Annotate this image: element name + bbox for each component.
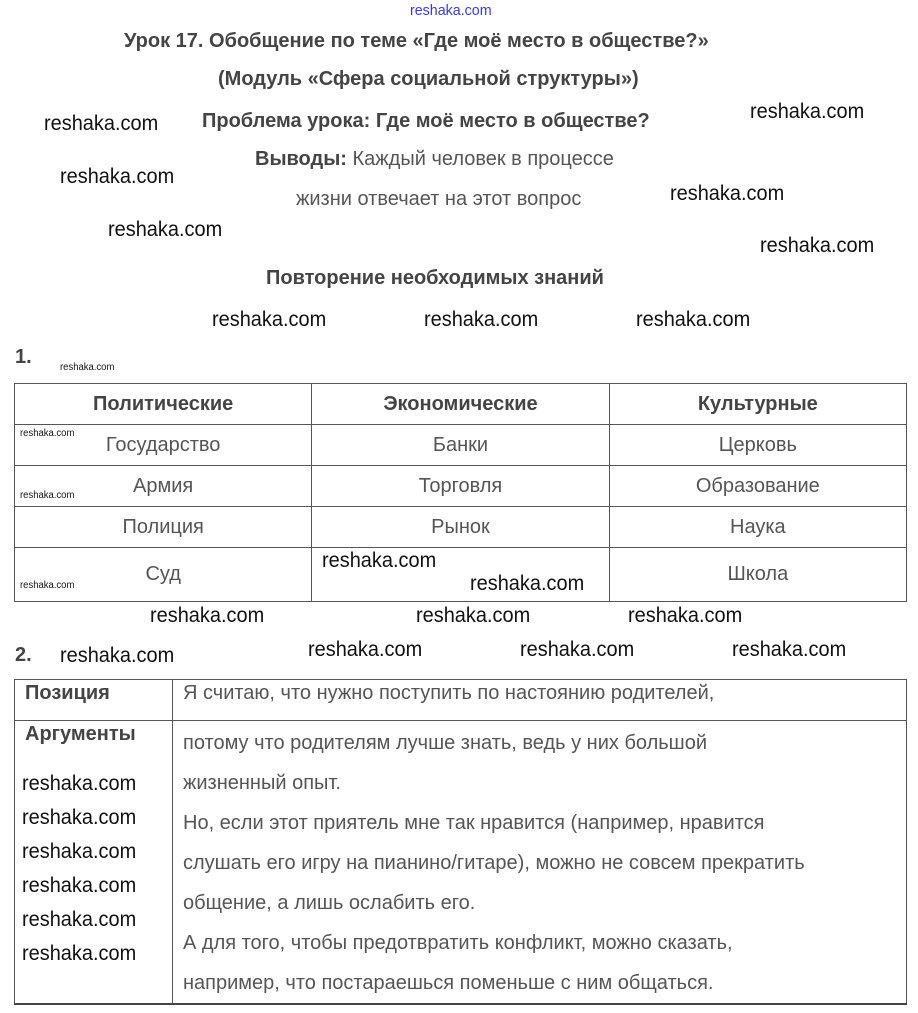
section-heading: Повторение необходимых знаний xyxy=(266,267,604,289)
table-cell: Банки xyxy=(312,425,609,466)
watermark: reshaka.com xyxy=(732,638,847,661)
lesson-title: Урок 17. Обобщение по теме «Где моё место в обществе?» xyxy=(124,30,709,52)
column-header: Политические xyxy=(15,384,312,425)
arguments-label: Аргументы xyxy=(15,721,173,1005)
watermark: reshaka.com xyxy=(416,604,531,627)
column-header: Экономические xyxy=(312,384,609,425)
watermark: reshaka.com xyxy=(636,308,751,331)
watermark: reshaka.com xyxy=(150,604,265,627)
watermark: reshaka.com xyxy=(20,428,75,439)
conclusions-text: Каждый человек в процессе xyxy=(352,148,614,170)
table-row xyxy=(15,466,907,507)
watermark: reshaka.com xyxy=(20,490,75,501)
watermark: reshaka.com xyxy=(470,572,585,595)
table-row xyxy=(15,548,907,602)
table-cell: Церковь xyxy=(609,425,906,466)
watermark: reshaka.com xyxy=(22,772,137,795)
table-cell: Государство xyxy=(15,425,312,466)
watermark: reshaka.com xyxy=(628,604,743,627)
watermark: reshaka.com xyxy=(60,362,115,373)
watermark: reshaka.com xyxy=(20,580,75,591)
table-cell: Торговля xyxy=(312,466,609,507)
position-arguments-table xyxy=(14,679,907,1005)
watermark: reshaka.com xyxy=(670,182,785,205)
watermark: reshaka.com xyxy=(212,308,327,331)
watermark: reshaka.com xyxy=(44,112,159,135)
module-subtitle: (Модуль «Сфера социальной структуры») xyxy=(218,68,639,90)
watermark: reshaka.com xyxy=(424,308,539,331)
table-cell: Полиция xyxy=(15,507,312,548)
table-cell: Школа xyxy=(609,548,906,602)
task-1-number: 1. xyxy=(15,346,32,368)
argument-line: общение, а лишь ослабить его. xyxy=(183,892,476,914)
table-cell: Наука xyxy=(609,507,906,548)
position-row xyxy=(15,680,907,721)
watermark: reshaka.com xyxy=(520,638,635,661)
table-cell: Суд xyxy=(15,548,312,602)
table-row xyxy=(15,425,907,466)
watermark: reshaka.com xyxy=(108,218,223,241)
social-institutions-table xyxy=(14,383,907,602)
arguments-row xyxy=(15,721,907,1005)
conclusions-label: Выводы: xyxy=(255,148,347,170)
watermark: reshaka.com xyxy=(60,165,175,188)
watermark: reshaka.com xyxy=(22,840,137,863)
position-text: Я считаю, что нужно поступить по настоянию родителей, xyxy=(173,680,907,721)
argument-line: А для того, чтобы предотвратить конфликт, можно сказать, xyxy=(183,932,733,954)
conclusions-text-2: жизни отвечает на этот вопрос xyxy=(296,188,582,210)
watermark: reshaka.com xyxy=(760,234,875,257)
argument-line: жизненный опыт. xyxy=(183,772,341,794)
watermark: reshaka.com xyxy=(750,100,865,123)
watermark: reshaka.com xyxy=(22,806,137,829)
position-label: Позиция xyxy=(15,680,173,721)
watermark: reshaka.com xyxy=(22,874,137,897)
conclusions xyxy=(255,148,614,171)
table-cell: Рынок xyxy=(312,507,609,548)
table-cell: Образование xyxy=(609,466,906,507)
argument-line: слушать его игру на пианино/гитаре), можно не совсем прекратить xyxy=(183,852,805,874)
watermark: reshaka.com xyxy=(60,644,175,667)
watermark: reshaka.com xyxy=(308,638,423,661)
watermark: reshaka.com xyxy=(410,2,492,19)
argument-line: потому что родителям лучше знать, ведь у них большой xyxy=(183,732,708,754)
watermark: reshaka.com xyxy=(22,908,137,931)
arguments-text xyxy=(173,721,907,1005)
table-header-row xyxy=(15,384,907,425)
column-header: Культурные xyxy=(609,384,906,425)
argument-line: Но, если этот приятель мне так нравится (например, нравится xyxy=(183,812,765,834)
table-cell: Армия xyxy=(15,466,312,507)
watermark: reshaka.com xyxy=(22,942,137,965)
lesson-problem: Проблема урока: Где моё место в обществе? xyxy=(202,110,650,132)
task-2-number: 2. xyxy=(15,644,32,666)
watermark: reshaka.com xyxy=(322,549,437,572)
table-row xyxy=(15,507,907,548)
argument-line: например, что постараешься поменьше с ним общаться. xyxy=(183,972,714,994)
